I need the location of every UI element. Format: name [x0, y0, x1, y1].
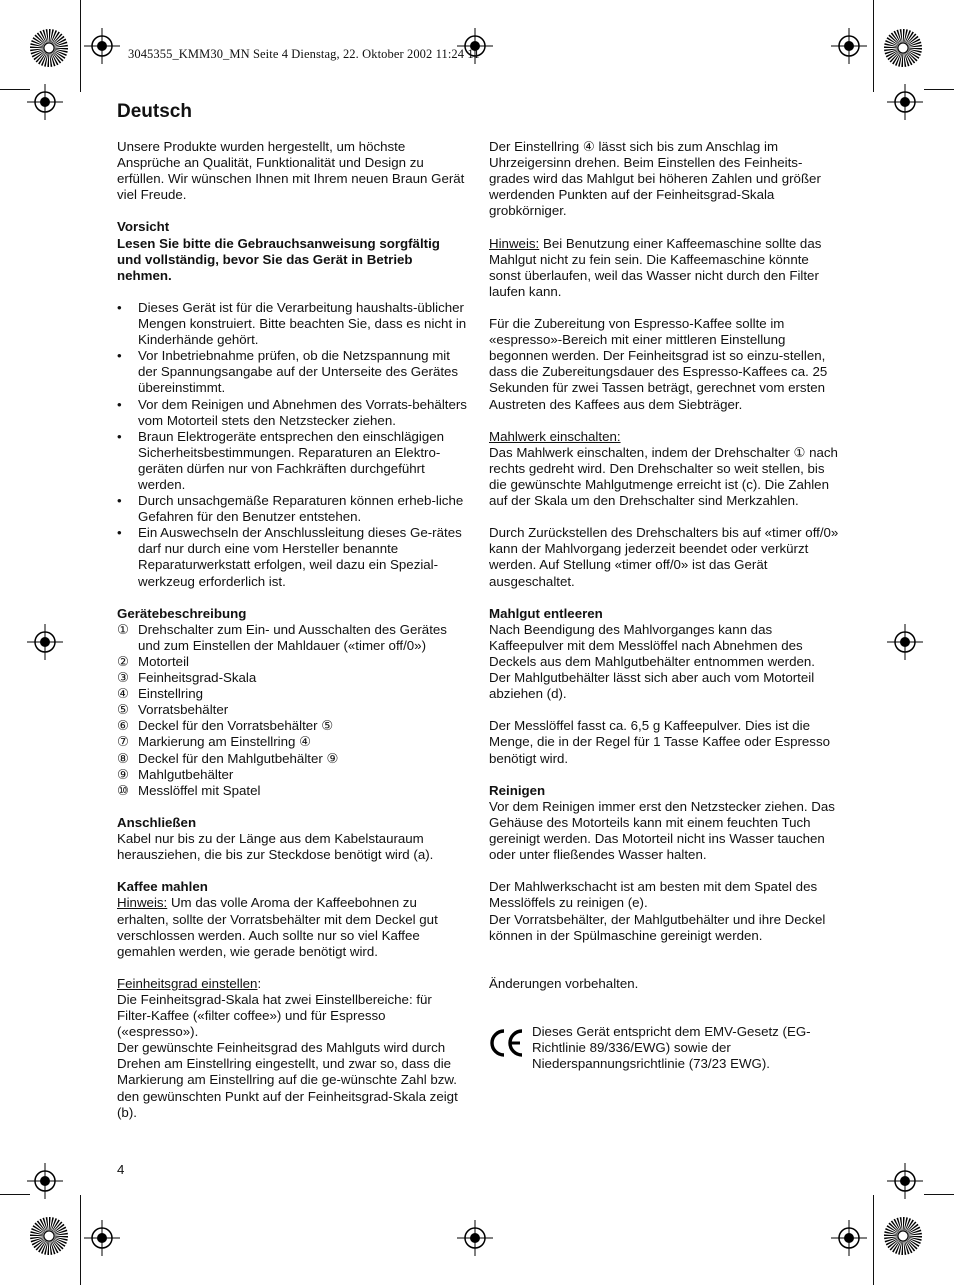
- part-number: ③: [117, 670, 129, 686]
- safety-list: [117, 300, 467, 590]
- part-label: Deckel für den Vorratsbehälter ⑤: [138, 718, 334, 734]
- page-title: Deutsch: [117, 101, 192, 122]
- grind-heading: Kaffee mahlen: [117, 879, 208, 895]
- ce-declaration: [489, 1024, 839, 1072]
- parts-list: [117, 622, 467, 799]
- empty-heading: Mahlgut entleeren: [489, 605, 603, 621]
- registration-mark-icon: [27, 1163, 63, 1199]
- crop-line: [0, 1194, 30, 1195]
- grind-hint: [117, 895, 467, 959]
- crop-line: [80, 0, 81, 92]
- registration-mark-icon: [887, 1163, 923, 1199]
- part-label: Feinheitsgrad-Skala: [138, 670, 257, 686]
- crop-line: [924, 1194, 954, 1195]
- fineness-text: Der gewünschte Feinheitsgrad des Mahlguts wird durch Drehen am Einstellring eingestellt, und zwar so, dass die Markierung am Einstellring auf die ge-wünschte Zahl bzw. den gewünschten Punkt auf der Feinheitsgrad-Skala zeigt (b).: [117, 1040, 458, 1120]
- part-label: Mahlgutbehälter: [138, 766, 234, 782]
- part-label: Vorratsbehälter: [138, 702, 229, 718]
- list-item: • Vor dem Reinigen und Abnehmen des Vorrats-behälters vom Motorteil stets den Netzstecker ziehen.: [117, 397, 467, 429]
- part-label: Einstellring: [138, 686, 204, 702]
- crop-line: [873, 0, 874, 92]
- left-column: [117, 139, 467, 1121]
- fineness-subheading: [117, 976, 467, 992]
- list-item: [117, 718, 467, 734]
- shaft-text: Der Vorratsbehälter, der Mahlgutbehälter und ihre Deckel können in der Spülmaschine gereinigt werden.: [489, 911, 826, 943]
- caution-heading: Vorsicht: [117, 219, 170, 235]
- registration-mark-icon: [84, 28, 120, 64]
- part-number: ④: [117, 686, 129, 702]
- part-number: ⑤: [117, 702, 129, 718]
- espresso-paragraph: Für die Zubereitung von Espresso-Kaffee sollte im «espresso»-Bereich mit einer mittleren Einstellung begonnen werden. Der Feinheitsgrad ist so einzu-stellen, dass die Zubereitungsdauer des Espresso-Kaffees ca. 25 Sekunden für zwei Tassen beträgt, gerechnet vom ersten Austreten des Kaffees aus dem Siebträger.: [489, 316, 828, 412]
- ce-mark-icon: [489, 1028, 525, 1058]
- part-number: ②: [117, 654, 129, 669]
- registration-mark-icon: [831, 28, 867, 64]
- machine-hint: [489, 236, 839, 300]
- ring-paragraph: Der Einstellring ④ lässt sich bis zum Anschlag im Uhrzeigersinn drehen. Beim Einstellen des Feinheits-grades wird das Mahlgut bei höheren Zahlen und größer werdenden Punkten auf der Feinheitsgrad-Skala grobkörniger.: [489, 139, 821, 219]
- list-item: • Braun Elektrogeräte entsprechen den einschlägigen Sicherheitsbestimmungen. Reparaturen an Elektro-geräten dürfen nur von Fachkräften durchgeführt werden.: [117, 429, 467, 493]
- crop-line: [80, 1195, 81, 1285]
- changes-note: Änderungen vorbehalten.: [489, 975, 639, 991]
- clean-heading: Reinigen: [489, 782, 546, 798]
- list-item: [117, 622, 467, 654]
- empty-text: Nach Beendigung des Mahlvorganges kann das Kaffeepulver mit dem Messlöffel nach Abnehmen des Deckels aus dem Mahlgutbehälter entnommen werden. Der Mahlgutbehälter lässt sich aber auch vom Motorteil abziehen (d).: [489, 621, 815, 702]
- right-column: [489, 139, 839, 1072]
- star-target-icon: [883, 1216, 923, 1256]
- part-label: Motorteil: [138, 654, 189, 669]
- part-label: Messlöffel mit Spatel: [138, 782, 261, 798]
- part-label: Drehschalter zum Ein- und Ausschalten des Gerätes und zum Einstellen der Mahldauer («timer off/0»): [138, 621, 447, 653]
- caution-text: Lesen Sie bitte die Gebrauchsanweisung sorgfältig und vollständig, bevor Sie das Gerät in Betrieb nehmen.: [117, 235, 440, 283]
- list-item: [117, 751, 467, 767]
- list-item: [117, 686, 467, 702]
- star-target-icon: [29, 28, 69, 68]
- list-item: • Durch unsachgemäße Reparaturen können erheb-liche Gefahren für den Benutzer entstehen.: [117, 493, 467, 525]
- switch-on-subheading: Mahlwerk einschalten:: [489, 428, 621, 444]
- list-item: • Ein Auswechseln der Anschlussleitung dieses Ge-rätes darf nur durch eine vom Hersteller benannte Reparaturwerkstatt erfolgen, weil dazu ein Spezial-werkzeug erforderlich ist.: [117, 525, 467, 589]
- registration-mark-icon: [887, 624, 923, 660]
- ce-text: Dieses Gerät entspricht dem EMV-Gesetz (EG-Richtlinie 89/336/EWG) sowie der Niederspannungsrichtlinie (73/23 EWG).: [532, 1023, 811, 1071]
- part-number: ①: [117, 621, 129, 637]
- part-number: ⑩: [117, 782, 129, 798]
- star-target-icon: [29, 1216, 69, 1256]
- registration-mark-icon: [84, 1220, 120, 1256]
- reset-paragraph: Durch Zurückstellen des Drehschalters bis auf «timer off/0» kann der Mahlvorgang jederzeit beendet oder verkürzt werden. Auf Stellung «timer off/0» ist das Gerät ausgeschaltet.: [489, 525, 839, 589]
- page-number: 4: [117, 1162, 125, 1177]
- shaft-text: Der Mahlwerkschacht ist am besten mit dem Spatel des Messlöffels zu reinigen (e).: [489, 879, 818, 911]
- part-number: ⑥: [117, 718, 129, 734]
- hint-text: Bei Benutzung einer Kaffeemaschine sollte das Mahlgut nicht zu fein sein. Die Kaffeemaschine könnte sonst überlaufen, weil das Wasser nicht durch den Filter laufen kann.: [489, 235, 822, 299]
- registration-mark-icon: [831, 1220, 867, 1256]
- list-item: • Dieses Gerät ist für die Verarbeitung haushalts-üblicher Mengen konstruiert. Bitte beachten Sie, dass es nicht in Kinderhände gehört.: [117, 300, 467, 348]
- registration-mark-icon: [457, 1220, 493, 1256]
- hint-label: Hinweis:: [489, 235, 540, 251]
- registration-mark-icon: [27, 84, 63, 120]
- hint-text: Um das volle Aroma der Kaffeebohnen zu erhalten, sollte der Vorratsbehälter mit dem Deckel gut verschlossen werden. Auch sollte nur so viel Kaffee gemahlen werden, wie gerade benötigt wird.: [117, 895, 438, 959]
- part-number: ⑧: [117, 750, 129, 766]
- part-number: ⑨: [117, 766, 129, 782]
- switch-on-text: Das Mahlwerk einschalten, indem der Drehschalter ① nach rechts gedreht wird. Den Drehschalter so weit stellen, bis die gewünschte Mahlgutmenge erreicht ist (c). Die Zahlen auf der Skala um den Drehschalter sind Merkzahlen.: [489, 444, 838, 509]
- star-target-icon: [883, 28, 923, 68]
- hint-label: Hinweis:: [117, 895, 168, 911]
- list-item: [117, 702, 467, 718]
- spoon-paragraph: Der Messlöffel fasst ca. 6,5 g Kaffeepulver. Dies ist die Menge, die in der Regel für 1 Tasse Kaffee oder Espresso benötigt wird.: [489, 718, 830, 766]
- fineness-label: Feinheitsgrad einstellen: [117, 975, 258, 991]
- part-number: ⑦: [117, 734, 129, 750]
- list-item: • Vor Inbetriebnahme prüfen, ob die Netzspannung mit der Spannungsangabe auf der Unterseite des Gerätes übereinstimmt.: [117, 348, 467, 396]
- fineness-text: Die Feinheitsgrad-Skala hat zwei Einstellbereiche: für Filter-Kaffee («filter coffee») und für Espresso («espresso»).: [117, 991, 432, 1040]
- part-label: Deckel für den Mahlgutbehälter ⑨: [138, 750, 339, 766]
- print-header: 3045355_KMM30_MN Seite 4 Dienstag, 22. Oktober 2002 11:24 11: [128, 47, 480, 61]
- part-label: Markierung am Einstellring ④: [138, 734, 312, 750]
- list-item: [117, 767, 467, 783]
- crop-line: [0, 89, 30, 90]
- crop-line: [924, 89, 954, 90]
- list-item: [117, 734, 467, 750]
- registration-mark-icon: [27, 624, 63, 660]
- intro-paragraph: Unsere Produkte wurden hergestellt, um höchste Ansprüche an Qualität, Funktionalität und Design zu erfüllen. Wir wünschen Ihnen mit Ihrem neuen Braun Gerät viel Freude.: [117, 139, 465, 203]
- list-item: [117, 783, 467, 799]
- crop-line: [873, 1195, 874, 1285]
- connect-text: Kabel nur bis zu der Länge aus dem Kabelstauraum herausziehen, die bis zur Steckdose benötigt wird (a).: [117, 831, 434, 863]
- connect-heading: Anschließen: [117, 814, 197, 830]
- fineness-colon: :: [257, 975, 262, 991]
- list-item: [117, 670, 467, 686]
- registration-mark-icon: [887, 84, 923, 120]
- description-heading: Gerätebeschreibung: [117, 605, 247, 621]
- clean-text: Vor dem Reinigen immer erst den Netzstecker ziehen. Das Gehäuse des Motorteils kann mit einem feuchten Tuch gereinigt werden. Das Motorteil nicht ins Wasser tauchen oder unter fließendes Wasser halten.: [489, 798, 835, 863]
- list-item: [117, 654, 467, 670]
